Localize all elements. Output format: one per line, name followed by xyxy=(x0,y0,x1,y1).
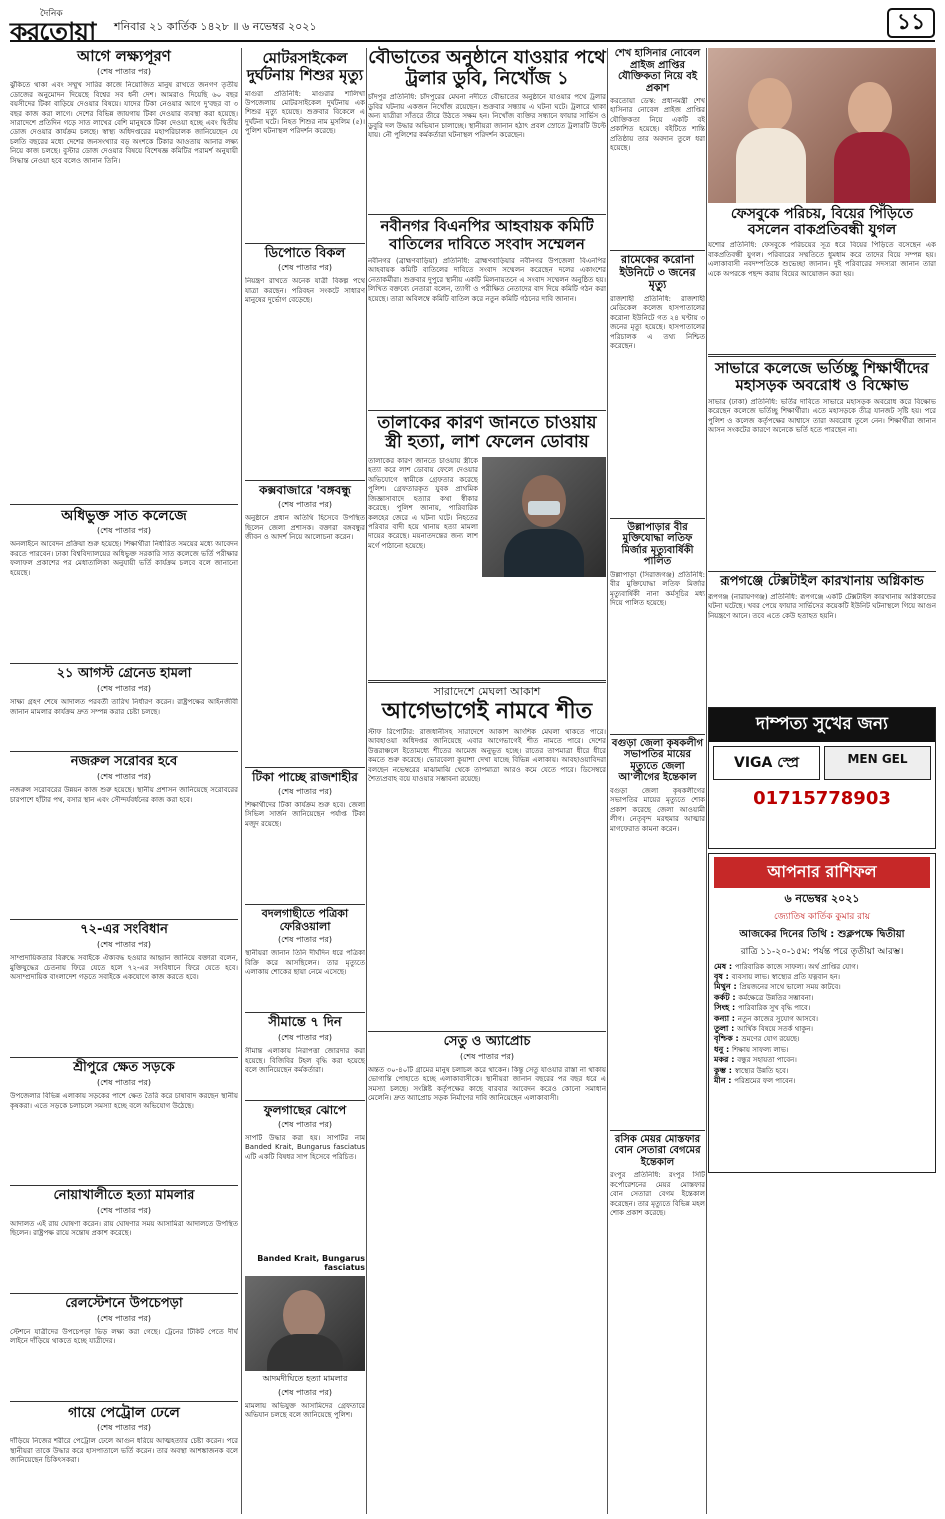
horoscope-sign: মীন : xyxy=(714,1075,735,1085)
article-body: অনুষ্ঠানে প্রধান অতিথি হিসেবে উপস্থিত ছিলেন জেলা প্রশাসক। বক্তারা বঙ্গবন্ধুর জীবন ও আদর্শ নিয়ে আলোচনা করেন। xyxy=(245,514,365,542)
horoscope-text: ভ্রমণের যোগ রয়েছে। xyxy=(741,1035,800,1044)
horoscope-sign: ধনু : xyxy=(714,1044,733,1054)
horoscope-text: নতুন কাজের সুযোগ আসবে। xyxy=(737,1014,819,1023)
article-title: তালাকের কারণ জানতে চাওয়ায় স্ত্রী হত্যা, লাশ ফেলেন ডোবায় xyxy=(377,412,597,453)
article-title: আগেভাগেই নামবে শীত xyxy=(381,698,593,724)
article-body: মামলায় অভিযুক্ত আসামিদের গ্রেফতারে অভিযান চলছে বলে জানিয়েছে পুলিশ। xyxy=(245,1402,365,1420)
column-2 xyxy=(245,48,365,1442)
continued-label: (শেষ পাতার পর) xyxy=(96,1313,152,1323)
portrait-photo xyxy=(245,1276,365,1371)
ad-phone: 01715778903 xyxy=(753,787,891,809)
continued-label: (শেষ পাতার পর) xyxy=(96,1423,152,1433)
article-body: উল্লাপাড়া (সিরাজগঞ্জ) প্রতিনিধি: বীর মুক্তিযোদ্ধা লতিফ মির্জার মৃত্যুবার্ষিকী নানা কর্মসূচির মধ্য দিয়ে পালিত হয়েছে। xyxy=(610,570,705,608)
horoscope-author: জ্যোতিষ কার্তিক কুমার রায় xyxy=(773,911,871,922)
horoscope-text: পরিশ্রমের ফল পাবেন। xyxy=(734,1076,796,1085)
horoscope-sign: তুলা : xyxy=(714,1023,738,1033)
horoscope-item xyxy=(714,1034,930,1044)
continued-label: (শেষ পাতার পর) xyxy=(277,1120,333,1130)
horoscope-item xyxy=(714,993,930,1003)
dateline: শনিবার ২১ কার্তিক ১৪২৮ ॥ ৬ নভেম্বর ২০২১ xyxy=(114,20,317,33)
column-divider xyxy=(366,48,367,1514)
article-title: ফুলগাছের ঝোপে xyxy=(263,1103,347,1118)
horoscope-item xyxy=(714,1003,930,1013)
photo-caption: আদমদীঘিতে হত্যা মামলার xyxy=(262,1374,348,1384)
horoscope-item xyxy=(714,1055,930,1065)
continued-label: (শেষ পাতার পর) xyxy=(96,772,152,782)
article-body: উপজেলার বিভিন্ন এলাকায় সড়কের পাশে ক্ষেত তৈরি করে চাষাবাদ করছেন স্থানীয় কৃষকরা। এতে সড়কে চলাচলে সমস্যা হচ্ছে বলে অভিযোগ উঠেছে। xyxy=(10,1092,238,1110)
horoscope-box xyxy=(708,853,936,1173)
continued-label: (শেষ পাতার পর) xyxy=(96,1078,152,1088)
continued-label: (শেষ পাতার পর) xyxy=(277,1033,333,1043)
article-body: সাম্প্রদায়িকতার বিরুদ্ধে সবাইকে ঐক্যবদ্ধ হওয়ার আহ্বান জানিয়ে বক্তারা বলেন, মুক্তিযুদ্ধের চেতনায় ফিরে যেতে হলে ৭২-এর সংবিধানে ফিরে যেতে হবে। অসাম্প্রদায়িক বাংলাদেশ গড়তে সবাইকে একযোগে কাজ করতে হবে। xyxy=(10,954,238,982)
horoscope-sign: সিংহ : xyxy=(714,1003,738,1013)
article-title: মোটরসাইকেল দুর্ঘটনায় শিশুর মৃত্যু xyxy=(246,49,364,85)
continued-label: (শেষ পাতার পর) xyxy=(459,1051,515,1061)
continued-label: (শেষ পাতার পর) xyxy=(277,1388,333,1398)
article-title: আগে লক্ষ্যপূরণ xyxy=(77,47,171,65)
ad-brand: MEN GEL xyxy=(824,746,931,780)
article-body: বগুড়া জেলা কৃষকলীগের সভাপতির মায়ের মৃত্যুতে শোক প্রকাশ করেছে জেলা আওয়ামী লীগ। নেতৃবৃন্দ মরহুমার আত্মার মাগফেরাত কামনা করেন। xyxy=(610,786,705,833)
article-title: রামেকের করোনা ইউনিটে ৩ জনের মৃত্যু xyxy=(619,253,696,292)
horoscope-sign: বৃশ্চিক : xyxy=(714,1034,742,1044)
article-body: সীমান্ত এলাকায় নিরাপত্তা জোরদার করা হয়েছে। বিজিবির টহল বৃদ্ধি করা হয়েছে বলে জানিয়েছেন কর্মকর্তারা। xyxy=(245,1047,365,1075)
article-body: আদালত এই রায় ঘোষণা করেন। রায় ঘোষণার সময় আসামিরা আদালতে উপস্থিত ছিলেন। রাষ্ট্রপক্ষ রায়ে সন্তোষ প্রকাশ করেছে। xyxy=(10,1220,238,1238)
horoscope-item xyxy=(714,1014,930,1024)
continued-label: (শেষ পাতার পর) xyxy=(96,940,152,950)
logo-small-text: দৈনিক xyxy=(40,9,63,19)
horoscope-item xyxy=(714,1045,930,1055)
continued-label: (শেষ পাতার পর) xyxy=(277,787,333,797)
column-3 xyxy=(368,48,606,1406)
article-body: নবীনগর (ব্রাহ্মণবাড়িয়া) প্রতিনিধি: ব্রাহ্মণবাড়িয়ার নবীনগর উপজেলা বিএনপির আহবায়ক কমিটি বাতিলের দাবিতে সংবাদ সম্মেলন করেছেন দলের একাংশের নেতাকর্মীরা। শুক্রবার দুপুরে স্থানীয় একটি মিলনায়তনে এ সংবাদ সম্মেলন অনুষ্ঠিত হয়। লিখিত বক্তব্যে নেতারা বলেন, ত্যাগী ও পরীক্ষিত নেতাদের বাদ দিয়ে কমিটি গঠন করা হয়েছে। তারা অবিলম্বে কমিটি বাতিল করে নতুন কমিটি গঠনের দাবি জানান। xyxy=(368,256,606,303)
kicker: সারাদেশে মেঘলা আকাশ xyxy=(433,684,541,698)
column-divider xyxy=(241,48,242,1514)
article-title: ৭২-এর সংবিধান xyxy=(80,922,168,938)
horoscope-text: কর্মক্ষেত্রে উন্নতির সম্ভাবনা। xyxy=(738,993,814,1002)
horoscope-item xyxy=(714,982,930,992)
article-title: নবীনগর বিএনপির আহবায়ক কমিটি বাতিলের দাবিতে সংবাদ সম্মেলন xyxy=(380,217,594,253)
article-title: শেখ হাসিনার নোবেল প্রাইজ প্রাপ্তির যৌক্তিকতা নিয়ে বই প্রকাশ xyxy=(614,48,701,94)
horoscope-item xyxy=(714,972,930,982)
horoscope-sign: বৃষ : xyxy=(714,972,732,982)
horoscope-date: ৬ নভেম্বর ২০২১ xyxy=(784,891,860,905)
article-body: তালাকের কারণ জানতে চাওয়ায় স্ত্রীকে হত্যা করে লাশ ডোবায় ফেলে দেওয়ার অভিযোগে স্বামীকে গ্রেফতার করেছে পুলিশ। গ্রেফতারকৃত যুবক প্রাথমিক জিজ্ঞাসাবাদে হত্যার কথা স্বীকার করেছে। পুলিশ জানায়, পারিবারিক কলহের জেরে এ ঘটনা ঘটে। নিহতের পরিবার বাদী হয়ে থানায় হত্যা মামলা দায়ের করেছে। ময়নাতদন্তের জন্য লাশ মর্গে পাঠানো হয়েছে। xyxy=(368,456,478,550)
column-divider xyxy=(706,48,707,1514)
article-body: রংপুর প্রতিনিধি: রংপুর সিটি কর্পোরেশনের মেয়র মোস্তফার বোন সেতারা বেগম ইন্তেকাল করেছেন। তার মৃত্যুতে বিভিন্ন মহল শোক প্রকাশ করেছে। xyxy=(610,1171,705,1218)
logo-text: করতোয়া xyxy=(10,17,96,46)
accused-photo xyxy=(482,457,606,577)
page-number: ১১ xyxy=(887,8,935,38)
article-body: করতোয়া ডেস্ক: প্রধানমন্ত্রী শেখ হাসিনার নোবেল প্রাইজ প্রাপ্তির যৌক্তিকতা নিয়ে একটি বই প্রকাশিত হয়েছে। বইটিতে শান্তি প্রতিষ্ঠায় তার অবদান তুলে ধরা হয়েছে। xyxy=(610,97,705,153)
horoscope-item xyxy=(714,1024,930,1034)
article-title: গায়ে পেট্রোল ঢেলে xyxy=(68,1404,180,1421)
article-body: নজরুল সরোবরের উন্নয়ন কাজ শুরু হয়েছে। স্থানীয় প্রশাসন জানিয়েছে সরোবরের চারপাশে হাঁটার পথ, বসার স্থান এবং সৌন্দর্যবর্ধনের কাজ করা হবে। xyxy=(10,786,238,804)
article-title: সীমান্তে ৭ দিন xyxy=(268,1015,342,1031)
article-body: মাগুরা প্রতিনিধি: মাগুরার শালিখা উপজেলায় মোটরসাইকেল দুর্ঘটনায় এক শিশুর মৃত্যু হয়েছে। শুক্রবার বিকেলে এ দুর্ঘটনা ঘটে। নিহত শিশুর নাম মুসলিম (৫)। পুলিশ ঘটনাস্থল পরিদর্শন করেছে। xyxy=(245,89,365,136)
continued-label: (শেষ পাতার পর) xyxy=(277,263,333,273)
lead-headline: বৌভাতের অনুষ্ঠানে যাওয়ার পথে ট্রলার ডুবি, নিখোঁজ ১ xyxy=(368,47,606,89)
horoscope-text: স্বাস্থ্যের উন্নতি হবে। xyxy=(734,1066,789,1075)
horoscope-text: প্রিয়জনের সাথে ভালো সময় কাটবে। xyxy=(739,983,841,992)
article-title: রসিক মেয়র মোস্তফার বোন সেতারা বেগমের ইন্তেকাল xyxy=(614,1133,701,1168)
article-body: অনলাইনে আবেদন প্রক্রিয়া শুরু হয়েছে। শিক্ষার্থীরা নির্ধারিত সময়ের মধ্যে আবেদন করতে পারবেন। ঢাকা বিশ্ববিদ্যালয়ের অধিভুক্ত সরকারি সাত কলেজে ভর্তি পরীক্ষার ফলাফল প্রকাশের পর মেধাতালিকা অনুযায়ী ভর্তি কার্যক্রম চলবে বলে জানানো হয়েছে। xyxy=(10,540,238,577)
article-title: উল্লাপাড়ার বীর মুক্তিযোদ্ধা লতিফ মির্জার মৃত্যুবার্ষিকী পালিত xyxy=(621,521,694,568)
species-label: Banded Krait, Bungarus fasciatus xyxy=(257,1254,365,1273)
article-title: রূপগঞ্জে টেক্সটাইল কারখানায় অগ্নিকান্ড xyxy=(720,573,924,589)
horoscope-text: শিক্ষায় সাফল্য লাভ। xyxy=(732,1045,789,1054)
article-title: ডিপোতে বিকল xyxy=(264,245,346,261)
horoscope-headline: আজকের দিনের তিথি : শুক্লপক্ষে দ্বিতীয়া xyxy=(739,928,905,940)
article-title: বদলগাছীতে পত্রিকা ফেরিওয়ালা xyxy=(261,907,349,933)
article-title: ২১ আগস্ট গ্রেনেড হামলা xyxy=(56,666,192,682)
article-body: রূপগঞ্জ (নারায়ণগঞ্জ) প্রতিনিধি: রূপগঞ্জে একটি টেক্সটাইল কারখানায় অগ্নিকান্ডের ঘটনা ঘটেছে। খবর পেয়ে ফায়ার সার্ভিসের কয়েকটি ইউনিট ঘটনাস্থলে গিয়ে আগুন নিয়ন্ত্রণে আনে। তবে এতে কেউ হতাহত হয়নি। xyxy=(708,592,936,620)
article-title: কক্সবাজারে 'বঙ্গবন্ধু xyxy=(259,483,351,498)
horoscope-title: আপনার রাশিফল xyxy=(714,857,930,888)
column-4 xyxy=(610,48,705,1391)
horoscope-text: পারিবারিক সুখ বৃদ্ধি পাবে। xyxy=(738,1004,811,1013)
article-body: অন্তত ৩০-৪০টি গ্রামের মানুষ চলাচল করে থাকেন। কিন্তু সেতু যাওয়ার রাস্তা না থাকায় ভোগান্তি পোহাতে হচ্ছে এলাকাবাসীকে। স্থানীয়রা জানান বছরের পর বছর ধরে এ সমস্যা চলছে। সংশ্লিষ্ট কর্তৃপক্ষের কাছে বারবার আবেদন করেও কোনো সমাধান মেলেনি। দ্রুত অ্যাপ্রোচ সড়ক নির্মাণের দাবি জানিয়েছেন এলাকাবাসী। xyxy=(368,1065,606,1103)
article-title: বগুড়া জেলা কৃষকলীগ সভাপতির মায়ের মৃত্যুতে জেলা আ'লীগের ইন্তেকাল xyxy=(611,737,704,784)
column-divider xyxy=(607,48,608,1514)
article-body: স্থানীয়রা জানান তিনি দীর্ঘদিন ধরে পত্রিকা বিক্রি করে আসছিলেন। তার মৃত্যুতে এলাকায় শোকের ছায়া নেমে এসেছে। xyxy=(245,949,365,977)
horoscope-item xyxy=(714,1076,930,1086)
horoscope-sign: কন্যা : xyxy=(714,1013,738,1023)
newspaper-logo xyxy=(10,6,106,46)
continued-label: (শেষ পাতার পর) xyxy=(96,526,152,536)
article-title: ফেসবুকে পরিচয়, বিয়ের পিঁড়িতে বসলেন বাকপ্রতিবন্ধী যুগল xyxy=(730,206,914,239)
continued-label: (শেষ পাতার পর) xyxy=(96,1206,152,1216)
article-body: রাজশাহী প্রতিনিধি: রাজশাহী মেডিকেল কলেজ হাসপাতালের করোনা ইউনিটে গত ২৪ ঘণ্টায় ৩ জনের মৃত্যু হয়েছে। হাসপাতালের পরিচালক এ তথ্য নিশ্চিত করেছেন। xyxy=(610,294,705,351)
article-body: নিয়ন্ত্রণ রাখতে অনেক যাত্রী বিকল্প পথে যাত্রা করছেন। পরিবহন সংকটে সাধারণ মানুষের দুর্ভোগ বেড়েছে। xyxy=(245,277,365,305)
horoscope-tithi: রাত্রি ১১-২০-১৫ম: পর্যন্ত পরে তৃতীয়া আরম্ভ। xyxy=(740,946,904,957)
ad-title: দাম্পত্য সুখের জন্য xyxy=(709,708,935,742)
article-body: সাপটি উদ্ধার করা হয়। সাপটির নাম Banded Krait, Bungarus fasciatus এটি একটি বিষধর সাপ হিসেবে পরিচিত। xyxy=(245,1134,365,1161)
article-body: সাক্ষ্য গ্রহণ শেষে আদালত পরবর্তী তারিখ নির্ধারণ করেন। রাষ্ট্রপক্ষের আইনজীবী জানান মামলার কার্যক্রম দ্রুত সম্পন্ন করার চেষ্টা চলছে। xyxy=(10,698,238,716)
horoscope-sign: কর্কট : xyxy=(714,992,739,1002)
article-body: শিক্ষার্থীদের টিকা কার্যক্রম শুরু হবে। জেলা সিভিল সার্জন জানিয়েছেন পর্যাপ্ত টিকা মজুদ রয়েছে। xyxy=(245,801,365,828)
article-title: টিকা পাচ্ছে রাজশাহীর xyxy=(252,770,358,785)
horoscope-sign: মিথুন : xyxy=(714,982,740,992)
article-body: দাঁড়িয়ে নিজের শরীরে পেট্রোল ঢেলে আগুন ধরিয়ে আত্মহত্যার চেষ্টা করেন। পরে স্থানীয়রা তাকে উদ্ধার করে হাসপাতালে ভর্তি করেন। তার অবস্থা আশঙ্কাজনক বলে জানিয়েছেন চিকিৎসকরা। xyxy=(10,1437,238,1464)
horoscope-text: আর্থিক বিষয়ে সতর্ক থাকুন। xyxy=(737,1024,813,1033)
horoscope-sign: মকর : xyxy=(714,1055,738,1065)
article-body: স্টেশনে যাত্রীদের উপচেপড়া ভিড় লক্ষ্য করা গেছে। ট্রেনের টিকিট পেতে দীর্ঘ লাইনে দাঁড়িয়ে থাকতে হচ্ছে যাত্রীদের। xyxy=(10,1327,238,1346)
article-title: শ্রীপুরে ক্ষেত সড়কে xyxy=(73,1060,175,1076)
advertisement xyxy=(708,707,936,849)
column-1 xyxy=(10,48,238,1519)
ad-brand: VIGA স্প্রে xyxy=(713,746,820,780)
horoscope-item xyxy=(714,1066,930,1076)
continued-label: (শেষ পাতার পর) xyxy=(277,935,333,945)
article-title: সেতু ও অ্যাপ্রোচ xyxy=(443,1033,531,1049)
horoscope-sign: কুম্ভ : xyxy=(714,1065,735,1075)
horoscope-list xyxy=(714,962,930,1087)
wedding-photo xyxy=(708,48,936,203)
continued-label: (শেষ পাতার পর) xyxy=(96,67,152,77)
article-title: অধিভুক্ত সাত কলেজে xyxy=(61,508,187,525)
article-body: যশোর প্রতিনিধি: ফেসবুকে পরিচয়ের সূত্র ধরে বিয়ের পিঁড়িতে বসেছেন এক বাকপ্রতিবন্ধী যুগল। পরিবারের সম্মতিতে ধুমধাম করে তাদের বিয়ে সম্পন্ন হয়। এলাকাবাসী নবদম্পতিকে শুভেচ্ছা জানান। দুই পরিবারের সদস্যরা জানান তারা একে অপরকে পছন্দ করায় বিয়ের আয়োজন করা হয়। xyxy=(708,241,936,278)
horoscope-sign: মেষ : xyxy=(714,961,735,971)
horoscope-text: ব্যবসায় লাভ। স্বাস্থ্যের প্রতি যত্নবান হন। xyxy=(731,973,841,982)
article-body: স্টাফ রিপোর্টার: রাজধানীসহ সারাদেশে আকাশ আংশিক মেঘলা থাকতে পারে। আবহাওয়া অধিদপ্তর জানিয়েছে এবার আগেভাগেই শীত নামতে পারে। দেশের উত্তরাঞ্চলে ইতোমধ্যে শীতের আমেজ অনুভূত হচ্ছে। রাতের তাপমাত্রা ধীরে ধীরে কমতে শুরু করেছে। ভোরবেলা কুয়াশা দেখা যাচ্ছে বিভিন্ন এলাকায়। আবহাওয়াবিদরা বলছেন নভেম্বরের মাঝামাঝি থেকে তাপমাত্রা আরও কমে যেতে পারে। ডিসেম্বরে শৈত্যপ্রবাহ বয়ে যাওয়ার সম্ভাবনা রয়েছে। xyxy=(368,727,606,784)
article-title: সাভারে কলেজে ভর্তিচ্ছু শিক্ষার্থীদের মহাসড়ক অবরোধ ও বিক্ষোভ xyxy=(715,359,929,395)
continued-label: (শেষ পাতার পর) xyxy=(277,500,333,510)
article-title: নজরুল সরোবর হবে xyxy=(70,754,178,770)
article-body: সাভার (ঢাকা) প্রতিনিধি: ভর্তির দাবিতে সাভারে মহাসড়ক অবরোধ করে বিক্ষোভ করেছেন কলেজে ভর্তিচ্ছু শিক্ষার্থীরা। এতে মহাসড়কে তীব্র যানজট সৃষ্টি হয়। পরে পুলিশ ও কলেজ কর্তৃপক্ষের আশ্বাসে তারা অবরোধ তুলে নেন। শিক্ষার্থীরা জানান আসন সংকটের কারণে অনেকে ভর্তি হতে পারছেন না। xyxy=(708,397,936,434)
horoscope-text: বন্ধুর সহায়তা পাবেন। xyxy=(737,1056,797,1065)
horoscope-item xyxy=(714,962,930,972)
horoscope-text: পারিবারিক কাজে সাফল্য। অর্থ প্রাপ্তির যোগ। xyxy=(734,962,859,971)
article-body: চাঁদপুর প্রতিনিধি: চাঁদপুরের মেঘনা নদীতে বৌভাতের অনুষ্ঠানে যাওয়ার পথে ট্রলার ডুবির ঘটনায় একজন নিখোঁজ রয়েছেন। শুক্রবার সন্ধ্যায় এ ঘটনা ঘটে। ট্রলারে থাকা অন্য যাত্রীরা সাঁতরে তীরে উঠতে সক্ষম হন। নিখোঁজ ব্যক্তির সন্ধানে ফায়ার সার্ভিস ও ডুবুরি দল উদ্ধার অভিযান চালাচ্ছে। স্থানীয়রা জানান হঠাৎ প্রবল স্রোতে ট্রলারটি উল্টে যায়। নৌ পুলিশের কর্মকর্তারা ঘটনাস্থল পরিদর্শন করেছেন। xyxy=(368,93,606,140)
masthead xyxy=(10,6,935,46)
continued-label: (শেষ পাতার পর) xyxy=(96,684,152,694)
column-5 xyxy=(708,48,936,1173)
article-body: ঝুঁকিতে থাকা এবং সম্মুখ সারির কাজে নিয়োজিত মানুষ রাখতে জনগণ তৃতীয় ডোজের অনুমোদন দিয়েছে বিশ্বের সব ধনী দেশ। আমরাও দিয়েছি ৬০ বছর বয়সীদের টিকা বাড়িয়ে দেওয়ার বিষয়ে। যাদের টিকা নেওয়ার আগে দু'বছর বা ৩ বছর কাজ করা লাগে। দেশের বিভিন্ন জায়গায় টিকা দেওয়ার ব্যবস্থা করা হয়েছে। সারাদেশে প্রতিদিন গড়ে সাত লাখের বেশি মানুষকে টিকা দেওয়া হচ্ছে এবং দ্বিতীয় ডোজ দেওয়ার কার্যক্রম চলছে। স্বাস্থ্য অধিদপ্তরের মহাপরিচালক জানিয়েছেন যে চলতি বছরের মধ্যে দেশের জনসংখ্যার বড় অংশকে টিকার আওতায় আনার লক্ষ্য নিয়ে কাজ চলছে। বুস্টার ডোজ দেওয়ার বিষয়ে বিশেষজ্ঞ কমিটির পরামর্শ অনুযায়ী সিদ্ধান্ত নেওয়া হবে বলেও জানান তিনি। xyxy=(10,81,238,165)
article-title: নোয়াখালীতে হত্যা মামলার xyxy=(53,1188,195,1204)
article-title: রেলস্টেশনে উপচেপড়া xyxy=(65,1296,183,1312)
